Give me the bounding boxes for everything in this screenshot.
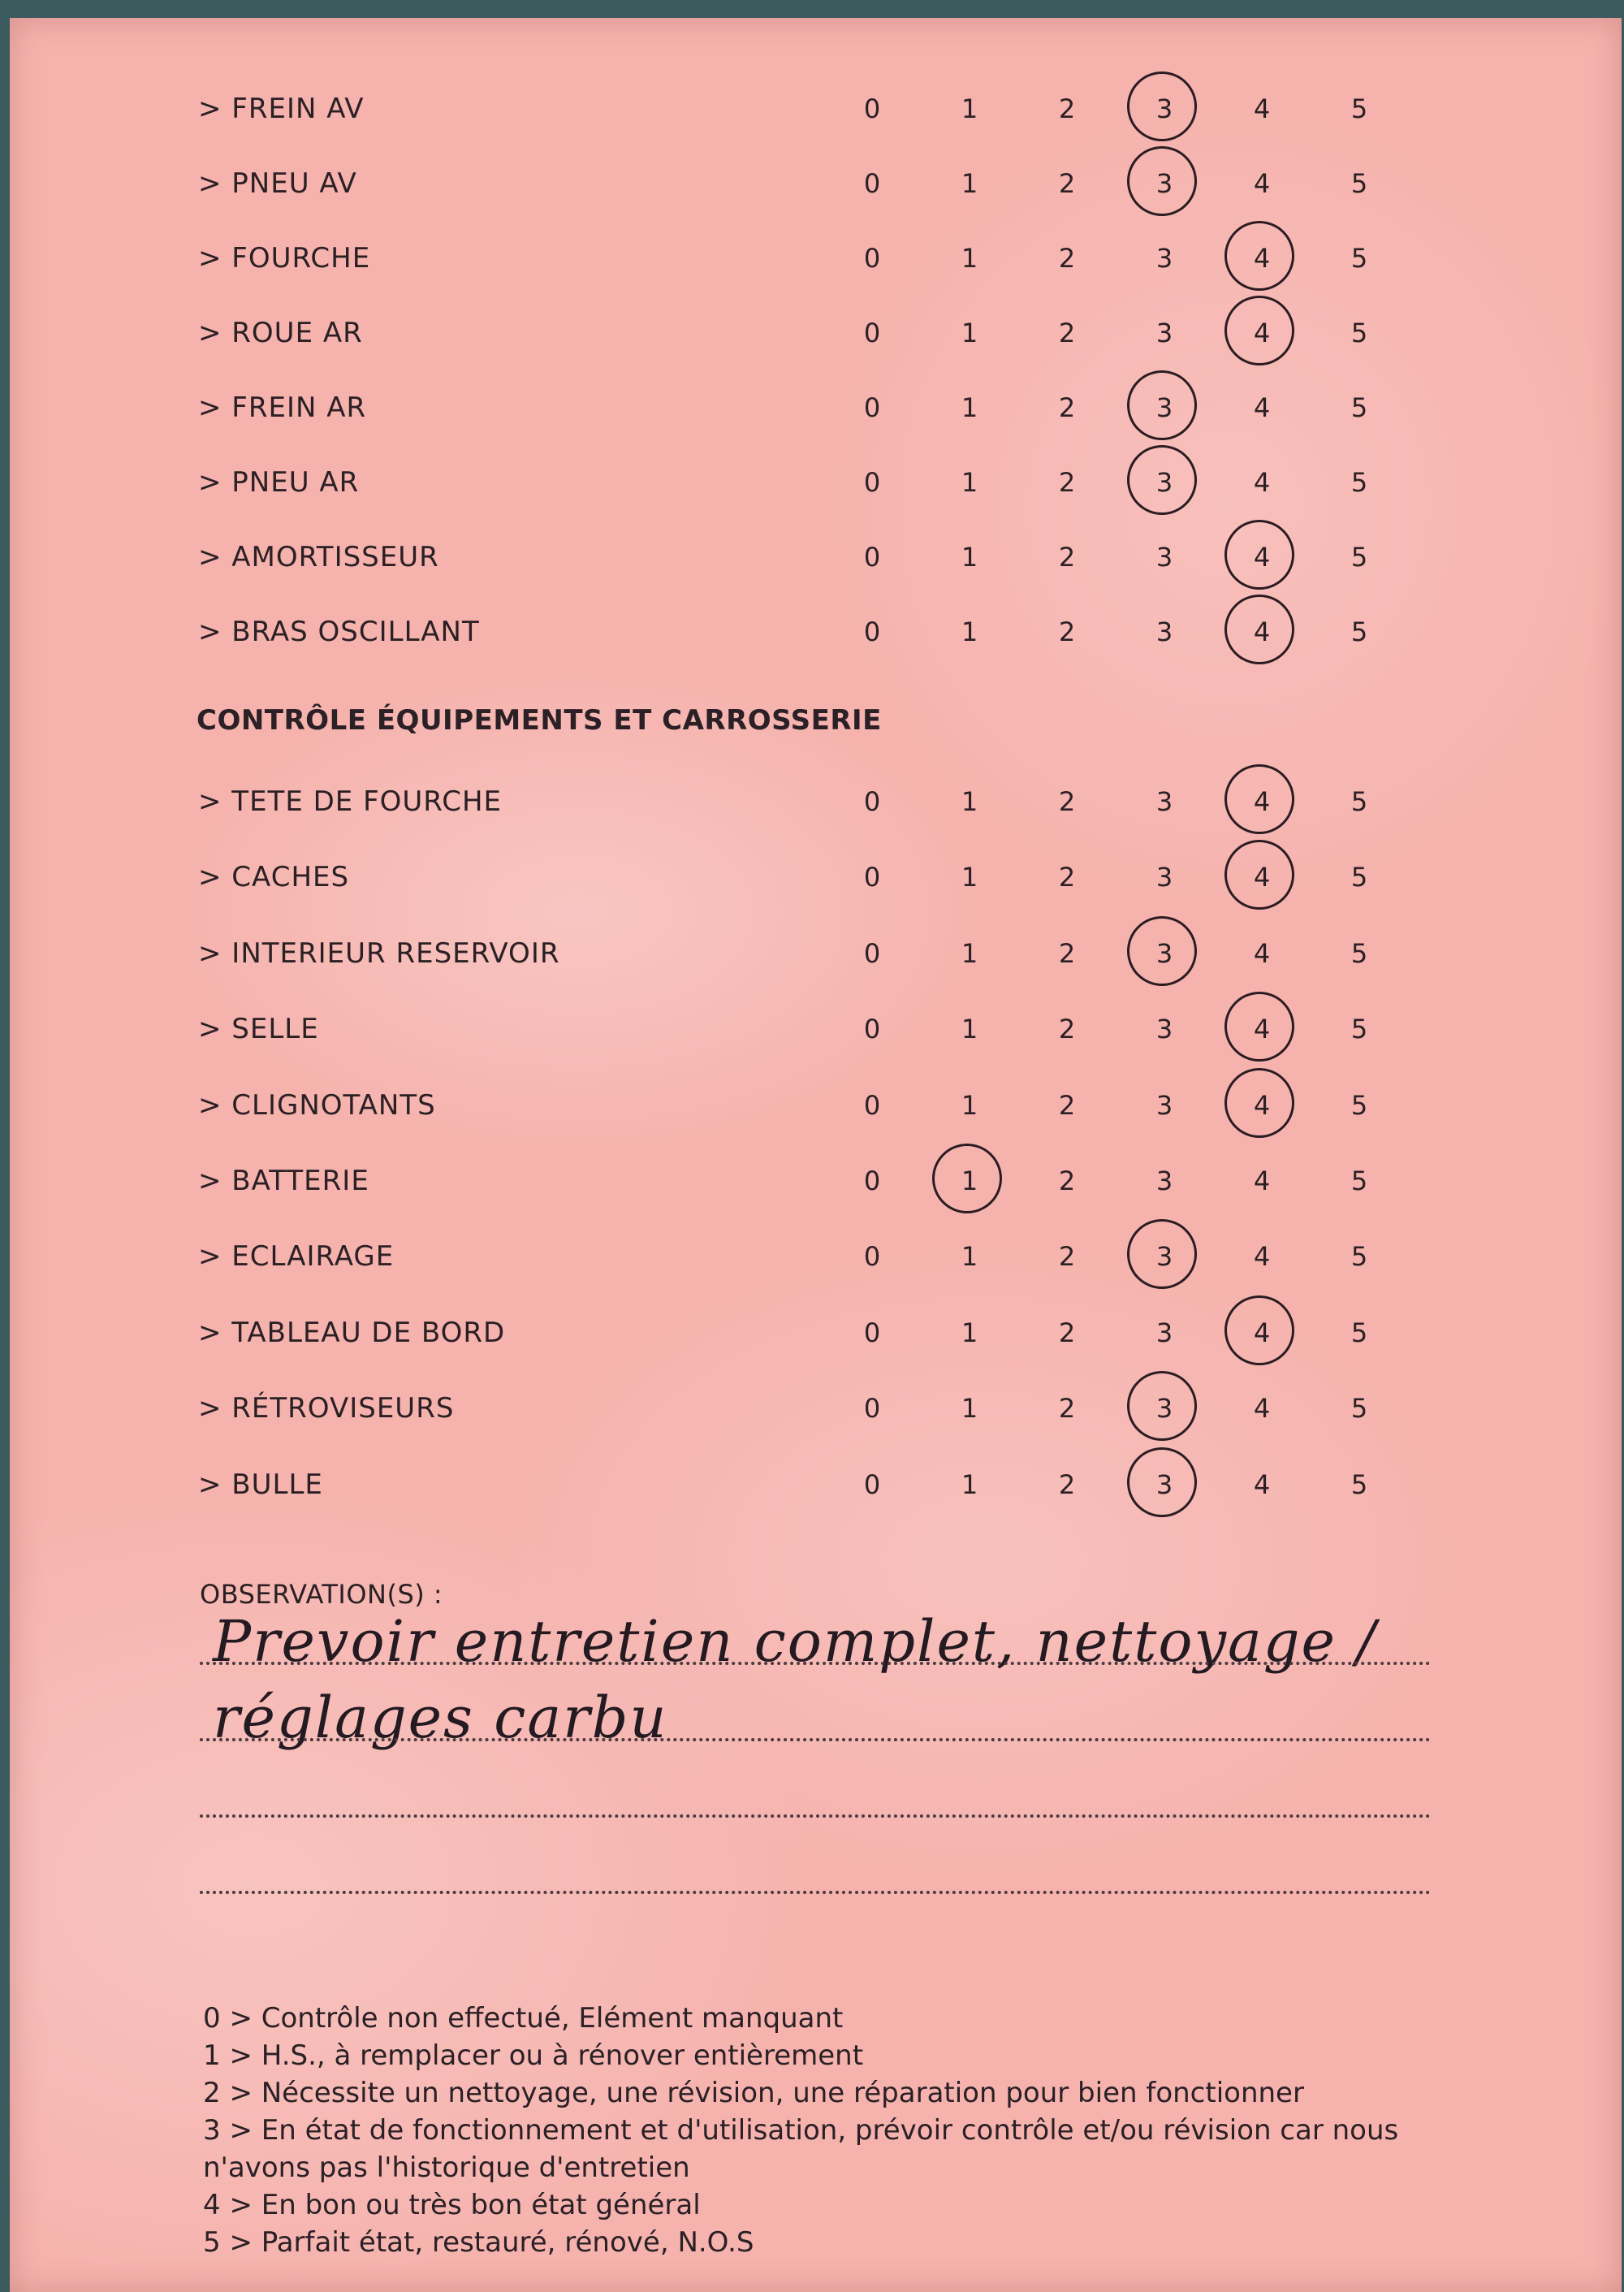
score-option: 2 xyxy=(1058,93,1076,124)
legend-item: 1 > H.S., à remplacer ou à rénover entièrement xyxy=(203,2039,864,2072)
score-option: 4 xyxy=(1253,467,1271,498)
checklist-item-label: > INTERIEUR RESERVOIR xyxy=(198,936,560,970)
checklist-row xyxy=(10,1157,1622,1205)
score-option: 2 xyxy=(1058,168,1076,199)
score-option: 4 xyxy=(1237,608,1286,656)
observations-label: OBSERVATION(S) : xyxy=(200,1579,443,1610)
score-option: 5 xyxy=(1350,937,1368,969)
selected-score-circle xyxy=(1224,595,1294,664)
checklist-row xyxy=(10,853,1622,902)
score-option: 5 xyxy=(1350,1317,1368,1348)
legend-item: n'avons pas l'historique d'entretien xyxy=(203,2151,690,2184)
score-option: 0 xyxy=(863,1468,881,1500)
legend-item: 2 > Nécessite un nettoyage, une révision, une réparation pour bien fonctionner xyxy=(203,2077,1304,2109)
score-option: 0 xyxy=(863,1393,881,1425)
score-option: 5 xyxy=(1350,616,1368,647)
score-option: 5 xyxy=(1350,318,1368,348)
observation-line-1: Prevoir entretien complet, nettoyage / xyxy=(213,1608,1377,1675)
checklist-row xyxy=(10,1308,1622,1357)
checklist-row xyxy=(10,777,1622,826)
checklist-item-label: > PNEU AV xyxy=(198,167,357,200)
score-option: 1 xyxy=(961,862,978,893)
legend-item: 3 > En état de fonctionnement et d'utilisation, prévoir contrôle et/ou révision car nous xyxy=(203,2114,1399,2147)
score-option: 5 xyxy=(1350,467,1368,498)
score-option: 4 xyxy=(1253,168,1271,199)
score-option: 0 xyxy=(863,467,881,498)
score-option: 3 xyxy=(1155,1317,1173,1348)
selected-score-circle xyxy=(1127,370,1197,440)
score-option: 0 xyxy=(863,1317,881,1348)
score-option: 5 xyxy=(1350,1165,1368,1196)
checklist-item-label: > ROUE AR xyxy=(198,317,363,349)
checklist-item-label: > RÉTROVISEURS xyxy=(198,1392,455,1425)
score-option: 4 xyxy=(1237,1005,1286,1053)
score-option: 5 xyxy=(1350,1468,1368,1500)
score-option: 4 xyxy=(1237,533,1286,582)
score-option: 3 xyxy=(1140,383,1189,432)
score-option: 0 xyxy=(863,1165,881,1196)
score-option: 3 xyxy=(1155,862,1173,893)
legend-item: 4 > En bon ou très bon état général xyxy=(203,2189,701,2221)
score-option: 4 xyxy=(1253,93,1271,124)
checklist-row xyxy=(10,383,1622,432)
score-option: 4 xyxy=(1237,1308,1286,1357)
score-option: 5 xyxy=(1350,243,1368,274)
selected-score-circle xyxy=(1224,296,1294,365)
legend-item: 0 > Contrôle non effectué, Elément manquant xyxy=(203,2002,844,2035)
selected-score-circle xyxy=(1127,1219,1197,1289)
score-option: 0 xyxy=(863,318,881,348)
score-option: 3 xyxy=(1140,1460,1189,1509)
score-option: 0 xyxy=(863,392,881,423)
score-option: 5 xyxy=(1350,168,1368,199)
legend-item: 5 > Parfait état, restauré, rénové, N.O.S xyxy=(203,2226,754,2259)
selected-score-circle xyxy=(1224,520,1294,590)
checklist-row xyxy=(10,309,1622,357)
score-option: 4 xyxy=(1237,1081,1286,1130)
score-option: 1 xyxy=(961,1468,978,1500)
checklist-item-label: > TABLEAU DE BORD xyxy=(198,1316,506,1349)
checklist-row xyxy=(10,1384,1622,1433)
score-option: 2 xyxy=(1058,318,1076,348)
score-option: 4 xyxy=(1237,234,1286,283)
observation-dotted-line xyxy=(200,1814,1431,1818)
checklist-item-label: > FREIN AR xyxy=(198,391,367,424)
checklist-item-label: > FREIN AV xyxy=(198,93,365,125)
selected-score-circle xyxy=(1224,221,1294,291)
score-option: 5 xyxy=(1350,93,1368,124)
score-option: 2 xyxy=(1058,1014,1076,1045)
score-option: 2 xyxy=(1058,786,1076,817)
score-option: 1 xyxy=(961,542,978,573)
score-option: 1 xyxy=(961,1014,978,1045)
checklist-item-label: > BATTERIE xyxy=(198,1165,369,1197)
checklist-item-label: > ECLAIRAGE xyxy=(198,1240,395,1274)
selected-score-circle xyxy=(932,1144,1002,1213)
score-option: 1 xyxy=(961,168,978,199)
checklist-item-label: > AMORTISSEUR xyxy=(198,541,439,573)
score-option: 3 xyxy=(1155,616,1173,647)
score-option: 4 xyxy=(1253,392,1271,423)
score-option: 5 xyxy=(1350,786,1368,817)
score-option: 3 xyxy=(1140,929,1189,978)
score-option: 4 xyxy=(1253,937,1271,969)
score-option: 4 xyxy=(1253,1393,1271,1425)
score-option: 2 xyxy=(1058,243,1076,274)
checklist-row xyxy=(10,159,1622,208)
score-option: 4 xyxy=(1237,309,1286,357)
observation-dotted-line xyxy=(200,1738,1431,1741)
checklist-item-label: > CACHES xyxy=(198,861,350,894)
score-option: 2 xyxy=(1058,1468,1076,1500)
score-option: 4 xyxy=(1237,777,1286,826)
score-option: 1 xyxy=(961,1393,978,1425)
checklist-row xyxy=(10,234,1622,283)
score-option: 4 xyxy=(1253,1468,1271,1500)
selected-score-circle xyxy=(1127,445,1197,515)
score-option: 5 xyxy=(1350,1393,1368,1425)
score-option: 4 xyxy=(1253,1241,1271,1273)
score-option: 5 xyxy=(1350,1241,1368,1273)
score-option: 1 xyxy=(961,467,978,498)
score-option: 0 xyxy=(863,786,881,817)
checklist-item-label: > FOURCHE xyxy=(198,242,371,275)
score-option: 3 xyxy=(1155,318,1173,348)
selected-score-circle xyxy=(1127,1447,1197,1517)
score-option: 2 xyxy=(1058,1317,1076,1348)
score-option: 5 xyxy=(1350,1014,1368,1045)
score-option: 1 xyxy=(961,786,978,817)
score-option: 4 xyxy=(1253,1165,1271,1196)
selected-score-circle xyxy=(1224,1295,1294,1365)
score-option: 3 xyxy=(1140,1384,1189,1433)
score-option: 3 xyxy=(1155,786,1173,817)
score-option: 5 xyxy=(1350,862,1368,893)
score-option: 3 xyxy=(1140,84,1189,133)
score-option: 1 xyxy=(961,937,978,969)
checklist-row xyxy=(10,458,1622,507)
score-option: 3 xyxy=(1155,1165,1173,1196)
score-option: 1 xyxy=(961,243,978,274)
checklist-row xyxy=(10,533,1622,582)
selected-score-circle xyxy=(1127,1371,1197,1441)
checklist-row xyxy=(10,1005,1622,1053)
section-title: CONTRÔLE ÉQUIPEMENTS ET CARROSSERIE xyxy=(197,704,882,737)
score-option: 3 xyxy=(1155,1014,1173,1045)
score-option: 2 xyxy=(1058,1165,1076,1196)
score-option: 0 xyxy=(863,1014,881,1045)
checklist-item-label: > CLIGNOTANTS xyxy=(198,1088,436,1122)
score-option: 0 xyxy=(863,1089,881,1121)
checklist-row xyxy=(10,608,1622,656)
score-option: 2 xyxy=(1058,467,1076,498)
selected-score-circle xyxy=(1127,146,1197,216)
score-option: 2 xyxy=(1058,1393,1076,1425)
score-option: 1 xyxy=(961,1317,978,1348)
score-option: 0 xyxy=(863,937,881,969)
selected-score-circle xyxy=(1127,916,1197,986)
score-option: 2 xyxy=(1058,1241,1076,1273)
score-option: 5 xyxy=(1350,1089,1368,1121)
score-option: 1 xyxy=(945,1157,994,1205)
observation-dotted-line xyxy=(200,1891,1431,1894)
score-option: 0 xyxy=(863,93,881,124)
score-option: 0 xyxy=(863,542,881,573)
score-option: 3 xyxy=(1140,1232,1189,1281)
checklist-item-label: > PNEU AR xyxy=(198,466,360,499)
score-option: 3 xyxy=(1140,458,1189,507)
checklist-row xyxy=(10,929,1622,978)
score-option: 3 xyxy=(1155,1089,1173,1121)
score-option: 1 xyxy=(961,1089,978,1121)
score-option: 0 xyxy=(863,862,881,893)
checklist-item-label: > BULLE xyxy=(198,1468,323,1501)
score-option: 1 xyxy=(961,616,978,647)
score-option: 0 xyxy=(863,1241,881,1273)
score-option: 3 xyxy=(1155,243,1173,274)
selected-score-circle xyxy=(1224,840,1294,910)
score-option: 0 xyxy=(863,616,881,647)
checklist-row xyxy=(10,1081,1622,1130)
score-option: 0 xyxy=(863,168,881,199)
score-option: 1 xyxy=(961,1241,978,1273)
score-option: 5 xyxy=(1350,392,1368,423)
score-option: 5 xyxy=(1350,542,1368,573)
score-option: 2 xyxy=(1058,1089,1076,1121)
observation-dotted-line xyxy=(200,1662,1431,1665)
score-option: 2 xyxy=(1058,616,1076,647)
checklist-row xyxy=(10,1232,1622,1281)
checklist-item-label: > BRAS OSCILLANT xyxy=(198,616,480,648)
checklist-row xyxy=(10,1460,1622,1509)
score-option: 4 xyxy=(1237,853,1286,902)
rating-legend xyxy=(203,2000,1470,2261)
score-option: 3 xyxy=(1155,542,1173,573)
inspection-sheet xyxy=(10,18,1622,2292)
checklist-item-label: > SELLE xyxy=(198,1013,319,1046)
score-option: 1 xyxy=(961,318,978,348)
score-option: 2 xyxy=(1058,392,1076,423)
selected-score-circle xyxy=(1224,992,1294,1062)
score-option: 3 xyxy=(1140,159,1189,208)
selected-score-circle xyxy=(1224,1068,1294,1138)
score-option: 0 xyxy=(863,243,881,274)
score-option: 2 xyxy=(1058,937,1076,969)
score-option: 2 xyxy=(1058,862,1076,893)
observation-line-2: réglages carbu xyxy=(213,1684,668,1751)
score-option: 2 xyxy=(1058,542,1076,573)
selected-score-circle xyxy=(1224,764,1294,834)
score-option: 1 xyxy=(961,93,978,124)
checklist-row xyxy=(10,84,1622,133)
checklist-item-label: > TETE DE FOURCHE xyxy=(198,785,502,818)
score-option: 1 xyxy=(961,392,978,423)
selected-score-circle xyxy=(1127,71,1197,141)
